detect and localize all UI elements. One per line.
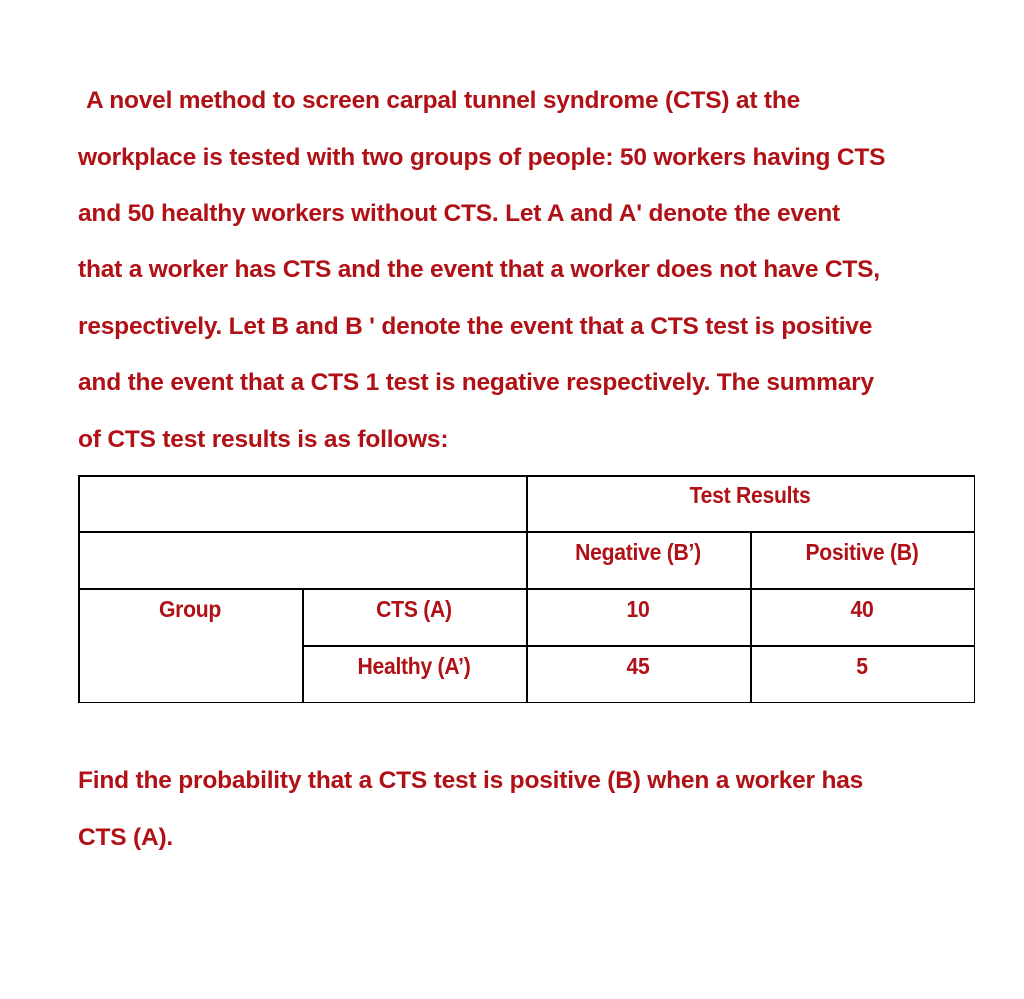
table-rule bbox=[302, 645, 975, 647]
question-line: of CTS test results is as follows: bbox=[78, 426, 449, 453]
question-line: and 50 healthy workers without CTS. Let A and A' denote the event bbox=[78, 200, 840, 227]
table-rule bbox=[78, 475, 80, 703]
cell-healthy-positive: 5 bbox=[856, 653, 868, 679]
question-line: that a worker has CTS and the event that a worker does not have CTS, bbox=[78, 256, 880, 283]
column-header-negative: Negative (B’) bbox=[575, 539, 701, 565]
cell-cts-positive: 40 bbox=[850, 596, 874, 622]
table-rule bbox=[974, 475, 976, 703]
table-header-test-results: Test Results bbox=[689, 482, 811, 508]
table-rule bbox=[302, 588, 304, 703]
table-rule bbox=[526, 475, 528, 703]
question-line: respectively. Let B and B ' denote the event that a CTS test is positive bbox=[78, 313, 873, 340]
row-label-cts: CTS (A) bbox=[376, 596, 452, 622]
question-line: workplace is tested with two groups of people: 50 workers having CTS bbox=[78, 144, 886, 171]
row-group-label: Group bbox=[158, 596, 222, 622]
question-line: and the event that a CTS 1 test is negative respectively. The summary bbox=[78, 369, 874, 396]
table-rule bbox=[750, 531, 752, 703]
results-table bbox=[78, 475, 975, 703]
cell-cts-negative: 10 bbox=[626, 596, 650, 622]
cell-healthy-negative: 45 bbox=[626, 653, 650, 679]
column-header-positive: Positive (B) bbox=[805, 539, 919, 565]
prompt-line: CTS (A). bbox=[78, 824, 174, 851]
question-line: A novel method to screen carpal tunnel syndrome (CTS) at the bbox=[86, 87, 801, 114]
prompt-line: Find the probability that a CTS test is positive (B) when a worker has bbox=[78, 767, 864, 794]
row-label-healthy: Healthy (A’) bbox=[357, 653, 471, 679]
